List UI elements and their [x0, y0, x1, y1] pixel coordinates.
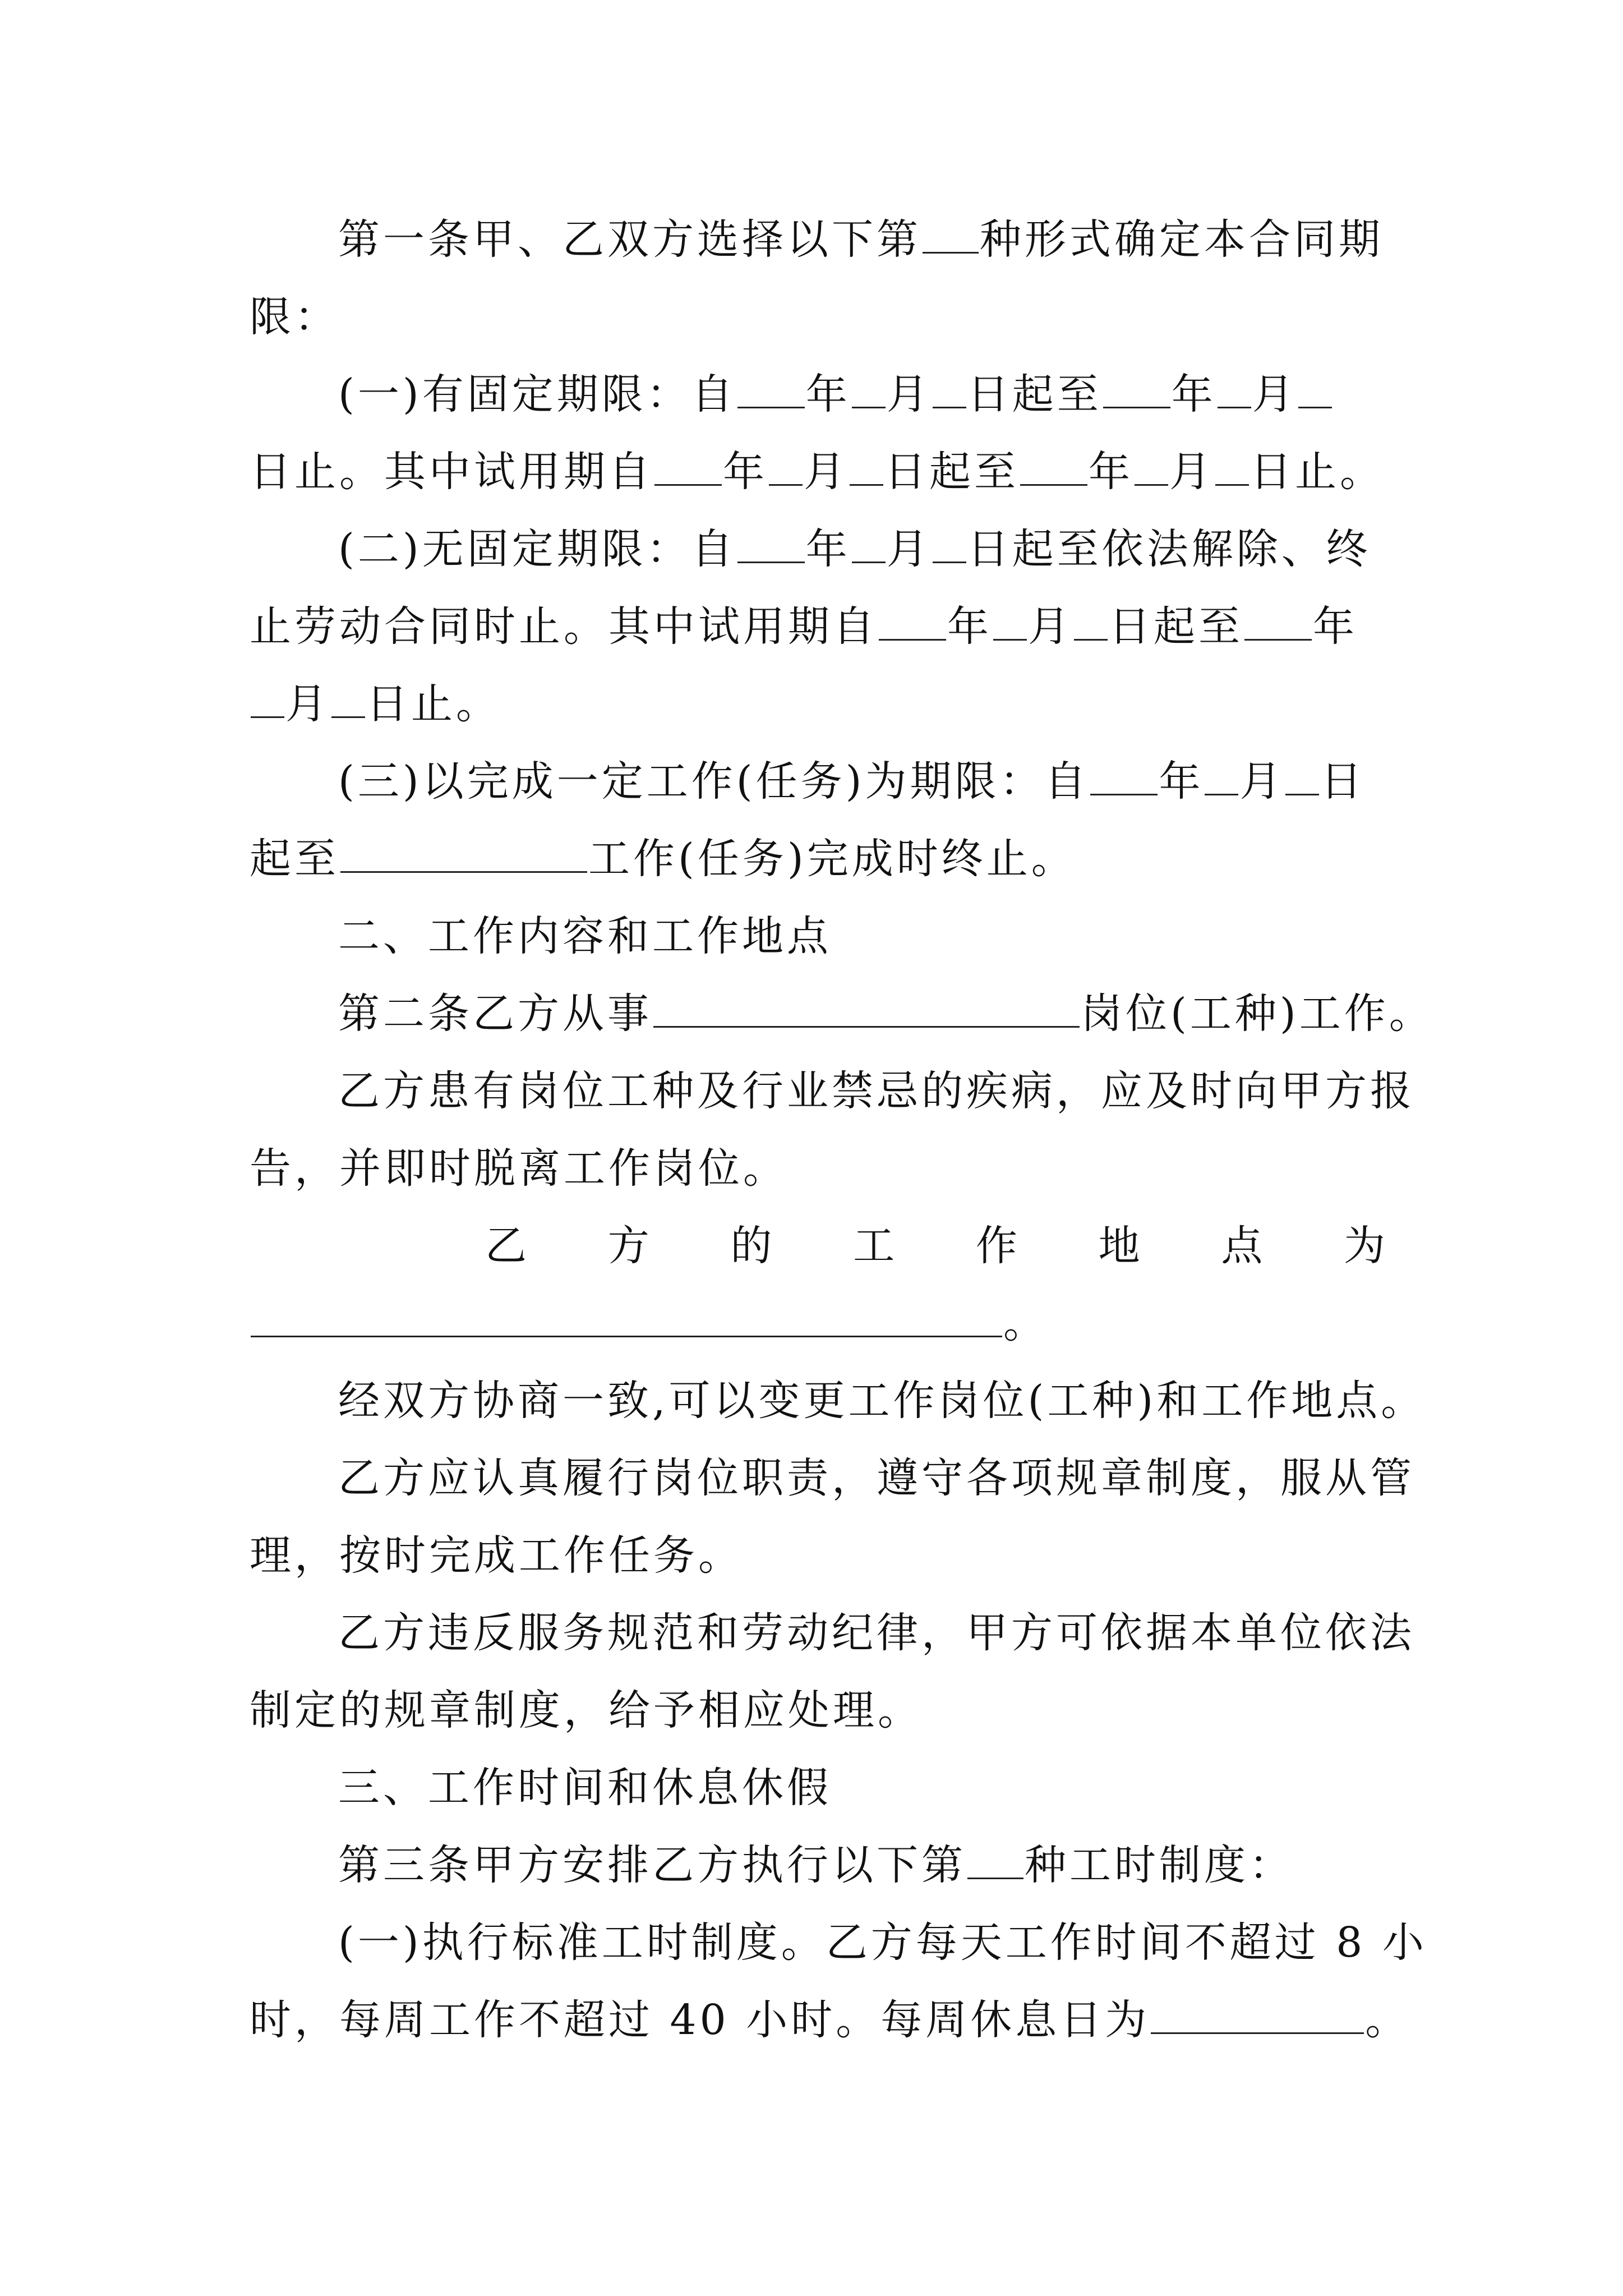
- workplace-spaced-line: 乙 方 的 工 作 地 点 为: [485, 1222, 1386, 1270]
- blank-task[interactable]: [340, 838, 587, 873]
- blank-rest-day[interactable]: [1151, 1999, 1364, 2034]
- fixed-term-line-2: 日止。其中试用期自 年 月 日起至 年 月 日止。: [250, 448, 1385, 496]
- task-term-line-2: 起至 工作(任务)完成时终止。: [250, 835, 1076, 883]
- blank-position[interactable]: [653, 992, 1080, 1028]
- fixed-term-line-1: (一)有固定期限：自 年 月 日起至 年 月: [250, 356, 1385, 433]
- open-term-line-2: 止劳动合同时止。其中试用期自 年 月 日起至 年: [250, 602, 1358, 651]
- blank-day[interactable]: [1215, 450, 1249, 486]
- blank-day[interactable]: [1298, 373, 1332, 408]
- blank-year[interactable]: [1090, 760, 1158, 795]
- workplace-paragraph: [250, 1207, 1385, 1362]
- blank-day[interactable]: [933, 373, 966, 408]
- blank-month[interactable]: [769, 450, 803, 486]
- blank-month[interactable]: [1135, 450, 1168, 486]
- section-heading-3: 三、工作时间和休息休假: [338, 1764, 832, 1812]
- blank-day[interactable]: [331, 683, 365, 718]
- discipline-paragraph: 乙方违反服务规范和劳动纪律，甲方可依据本单位依法 制定的规章制度，给予相应处理。: [250, 1609, 1415, 1734]
- blank-form-number[interactable]: [923, 218, 979, 254]
- blank-year[interactable]: [737, 373, 805, 408]
- blank-year[interactable]: [654, 450, 722, 486]
- blank-day[interactable]: [933, 528, 966, 563]
- duty-paragraph: 乙方应认真履行岗位职责，遵守各项规章制度，服从管 理，按时完成工作任务。: [250, 1454, 1415, 1580]
- task-term-paragraph: [250, 743, 1385, 898]
- clause-1: [250, 201, 1385, 356]
- blank-month[interactable]: [852, 373, 886, 408]
- blank-day[interactable]: [1074, 605, 1108, 641]
- open-term-line-3: 月 日止。: [250, 665, 1385, 743]
- fixed-term-paragraph: [250, 356, 1385, 510]
- section-heading-2: 二、工作内容和工作地点: [338, 912, 832, 960]
- blank-year[interactable]: [879, 605, 946, 641]
- blank-month[interactable]: [251, 683, 284, 718]
- blank-month[interactable]: [1205, 760, 1238, 795]
- blank-year[interactable]: [1020, 450, 1087, 486]
- clause-1-line-1: 第一条甲、乙双方选择以下第 种形式确定本合同期: [338, 215, 1384, 264]
- clause-1-line-2: 限：: [250, 293, 339, 341]
- blank-day[interactable]: [850, 450, 883, 486]
- clause-2: 第二条乙方从事 岗位(工种)工作。: [338, 990, 1434, 1038]
- open-term-paragraph: [250, 510, 1385, 743]
- blank-year[interactable]: [1244, 605, 1312, 641]
- blank-year[interactable]: [1103, 373, 1170, 408]
- blank-hours-system[interactable]: [967, 1844, 1023, 1879]
- blank-month[interactable]: [993, 605, 1027, 641]
- clause-3: 第三条甲方安排乙方执行以下第 种工时制度：: [338, 1841, 1294, 1889]
- blank-month[interactable]: [1218, 373, 1251, 408]
- illness-paragraph: 乙方患有岗位工种及行业禁忌的疾病，应及时向甲方报 告，并即时脱离工作岗位。: [250, 1067, 1415, 1193]
- blank-workplace[interactable]: [251, 1302, 1002, 1337]
- workplace-blank-line: 。: [250, 1285, 1385, 1362]
- standard-hours-paragraph: (一)执行标准工时制度。乙方每天工作时间不超过 8 小 时，每周工作不超过 40 小时。每周休息日为 。: [250, 1904, 1385, 2059]
- standard-hours-line-2: 时，每周工作不超过 40 小时。每周休息日为 。: [250, 1996, 1410, 2044]
- blank-year[interactable]: [737, 528, 805, 563]
- blank-month[interactable]: [852, 528, 886, 563]
- open-term-line-1: (二)无固定期限：自 年 月 日起至依法解除、终: [338, 525, 1371, 573]
- change-paragraph: 经双方协商一致,可以变更工作岗位(工种)和工作地点。: [338, 1377, 1426, 1425]
- blank-day[interactable]: [1285, 760, 1319, 795]
- task-term-line-1: (三)以完成一定工作(任务)为期限：自 年 月 日: [338, 757, 1366, 806]
